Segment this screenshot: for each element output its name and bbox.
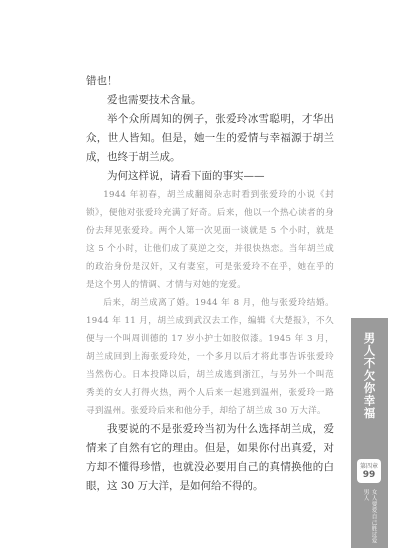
page-number: 99 <box>362 469 376 480</box>
paragraph: 爱也需要技术含量。 <box>107 94 202 106</box>
paragraph: 错也！ <box>86 75 118 87</box>
quoted-passage: 1944 年初春，胡兰成翻阅杂志时看到张爱玲的小说《封锁》，便他对张爱玲充满了好奇。后来，他以一个热心读者的身份去拜见张爱玲。两个人第一次见面一谈就是 5 个小时，就是这 5 个小时，让他们成了莫逆之交，并很快热恋。当年胡兰成的政治身份是汉奸，又有妻室，可是张爱玲不在乎，她在乎的是这个男人的情调、才情与对她的宠爱。 <box>86 190 334 290</box>
quoted-passage: 后来，胡兰成离了婚。1944 年 8 月，他与张爱玲结婚。1944 年 11 月，胡兰成到武汉去工作，编辑《大楚报》，不久便与一个叫周训德的 17 岁小护士如胶似漆。1945 年 3 月，胡兰成回到上海张爱玲处，一个多月以后才将此事告诉张爱玲当然伤心。日本投降以后，胡兰成逃到浙江，与另外一个叫范秀美的女人打得火热，两个人后来一起逃到温州，张爱玲一路寻到温州。张爱玲后来和他分手，却给了胡兰成 30 万大洋。 <box>86 298 334 416</box>
body-text <box>86 72 334 496</box>
book-title: 男人不欠你幸福 <box>362 332 377 420</box>
chapter-label: 第四章 <box>359 462 378 470</box>
paragraph: 举个众所周知的例子，张爱玲冰雪聪明，才华出众，世人皆知。但是，她一生的爱情与幸福源于胡兰成，也终于胡兰成。 <box>86 113 334 163</box>
page-badge <box>357 459 381 483</box>
paragraph: 为何这样说，请看下面的事实—— <box>107 170 265 182</box>
paragraph: 我要说的不是张爱玲当初为什么选择胡兰成，爱情来了自然有它的理由。但是，如果你付出真爱，对方却不懂得珍惜，也就没必要用自己的真情换他的白眼，这 30 万大洋，是如何给不得的。 <box>86 423 334 492</box>
chapter-title: 女人要爱自己胜过爱男人 <box>362 489 377 544</box>
chapter-side-tab <box>351 318 388 548</box>
